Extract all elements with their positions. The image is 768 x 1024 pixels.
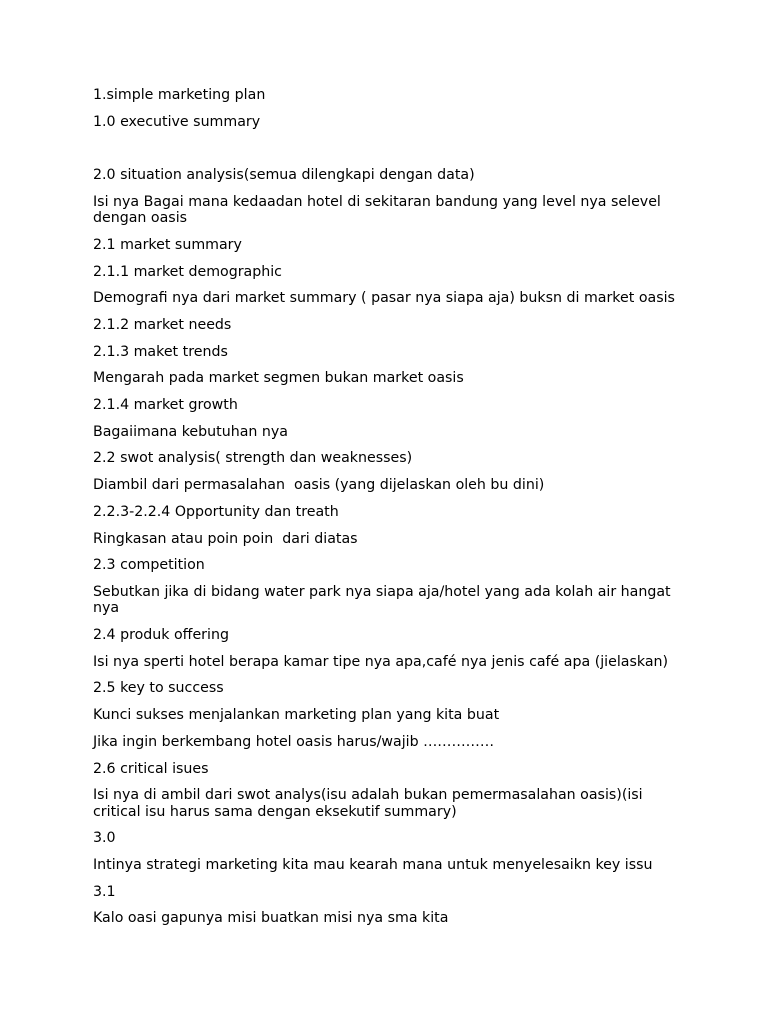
heading-opportunity-threat: 2.2.3-2.2.4 Opportunity dan treath xyxy=(93,503,339,520)
paragraph-swot-description: Diambil dari permasalahan oasis (yang dijelaskan oleh bu dini) xyxy=(93,477,545,494)
paragraph-competition-description: Sebutkan jika di bidang water park nya siapa aja/hotel yang ada kolah air hangat nya xyxy=(93,583,676,617)
heading-key-to-success: 2.5 key to success xyxy=(93,680,224,697)
paragraph-strategy-description: Intinya strategi marketing kita mau kearah mana untuk menyelesaikn key issu xyxy=(93,857,653,874)
paragraph-key-success-requirement: Jika ingin berkembang hotel oasis harus/wajib …………… xyxy=(93,733,495,750)
heading-section-3-1: 3.1 xyxy=(93,883,116,900)
paragraph-trends-description: Mengarah pada market segmen bukan market oasis xyxy=(93,370,464,387)
paragraph-key-success-description: Kunci sukses menjalankan marketing plan yang kita buat xyxy=(93,707,500,724)
heading-market-trends: 2.1.3 maket trends xyxy=(93,343,228,360)
paragraph-mission-description: Kalo oasi gapunya misi buatkan misi nya sma kita xyxy=(93,910,449,927)
heading-market-needs: 2.1.2 market needs xyxy=(93,317,232,333)
heading-section-3-0: 3.0 xyxy=(93,830,116,847)
heading-swot-analysis: 2.2 swot analysis( strength dan weaknesses) xyxy=(93,450,413,467)
paragraph-situation-description: Isi nya Bagai mana kedaadan hotel di sekitaran bandung yang level nya selevel dengan oasis xyxy=(93,193,666,227)
heading-critical-issues: 2.6 critical isues xyxy=(93,760,209,777)
heading-simple-marketing-plan: 1.simple marketing plan xyxy=(93,87,266,103)
heading-market-growth: 2.1.4 market growth xyxy=(93,397,238,414)
heading-competition: 2.3 competition xyxy=(93,557,205,574)
paragraph-critical-issues-description: Isi nya di ambil dari swot analys(isu adalah bukan pemermasalahan oasis)(isi critical isu harus sama dengan eksekutif summary) xyxy=(93,787,648,820)
heading-market-demographic: 2.1.1 market demographic xyxy=(93,263,282,280)
paragraph-opportunity-description: Ringkasan atau poin poin dari diatas xyxy=(93,530,358,547)
heading-executive-summary: 1.0 executive summary xyxy=(93,113,261,130)
document-body xyxy=(93,87,683,937)
paragraph-growth-description: Bagaiimana kebutuhan nya xyxy=(93,423,288,440)
heading-market-summary: 2.1 market summary xyxy=(93,236,242,253)
paragraph-product-description: Isi nya sperti hotel berapa kamar tipe nya apa,café nya jenis café apa (jielaskan) xyxy=(93,653,669,670)
heading-situation-analysis: 2.0 situation analysis(semua dilengkapi dengan data) xyxy=(93,167,475,184)
paragraph-demographic-description: Demografi nya dari market summary ( pasar nya siapa aja) buksn di market oasis xyxy=(93,290,675,307)
heading-product-offering: 2.4 produk offering xyxy=(93,627,229,644)
blank-line xyxy=(93,140,683,157)
